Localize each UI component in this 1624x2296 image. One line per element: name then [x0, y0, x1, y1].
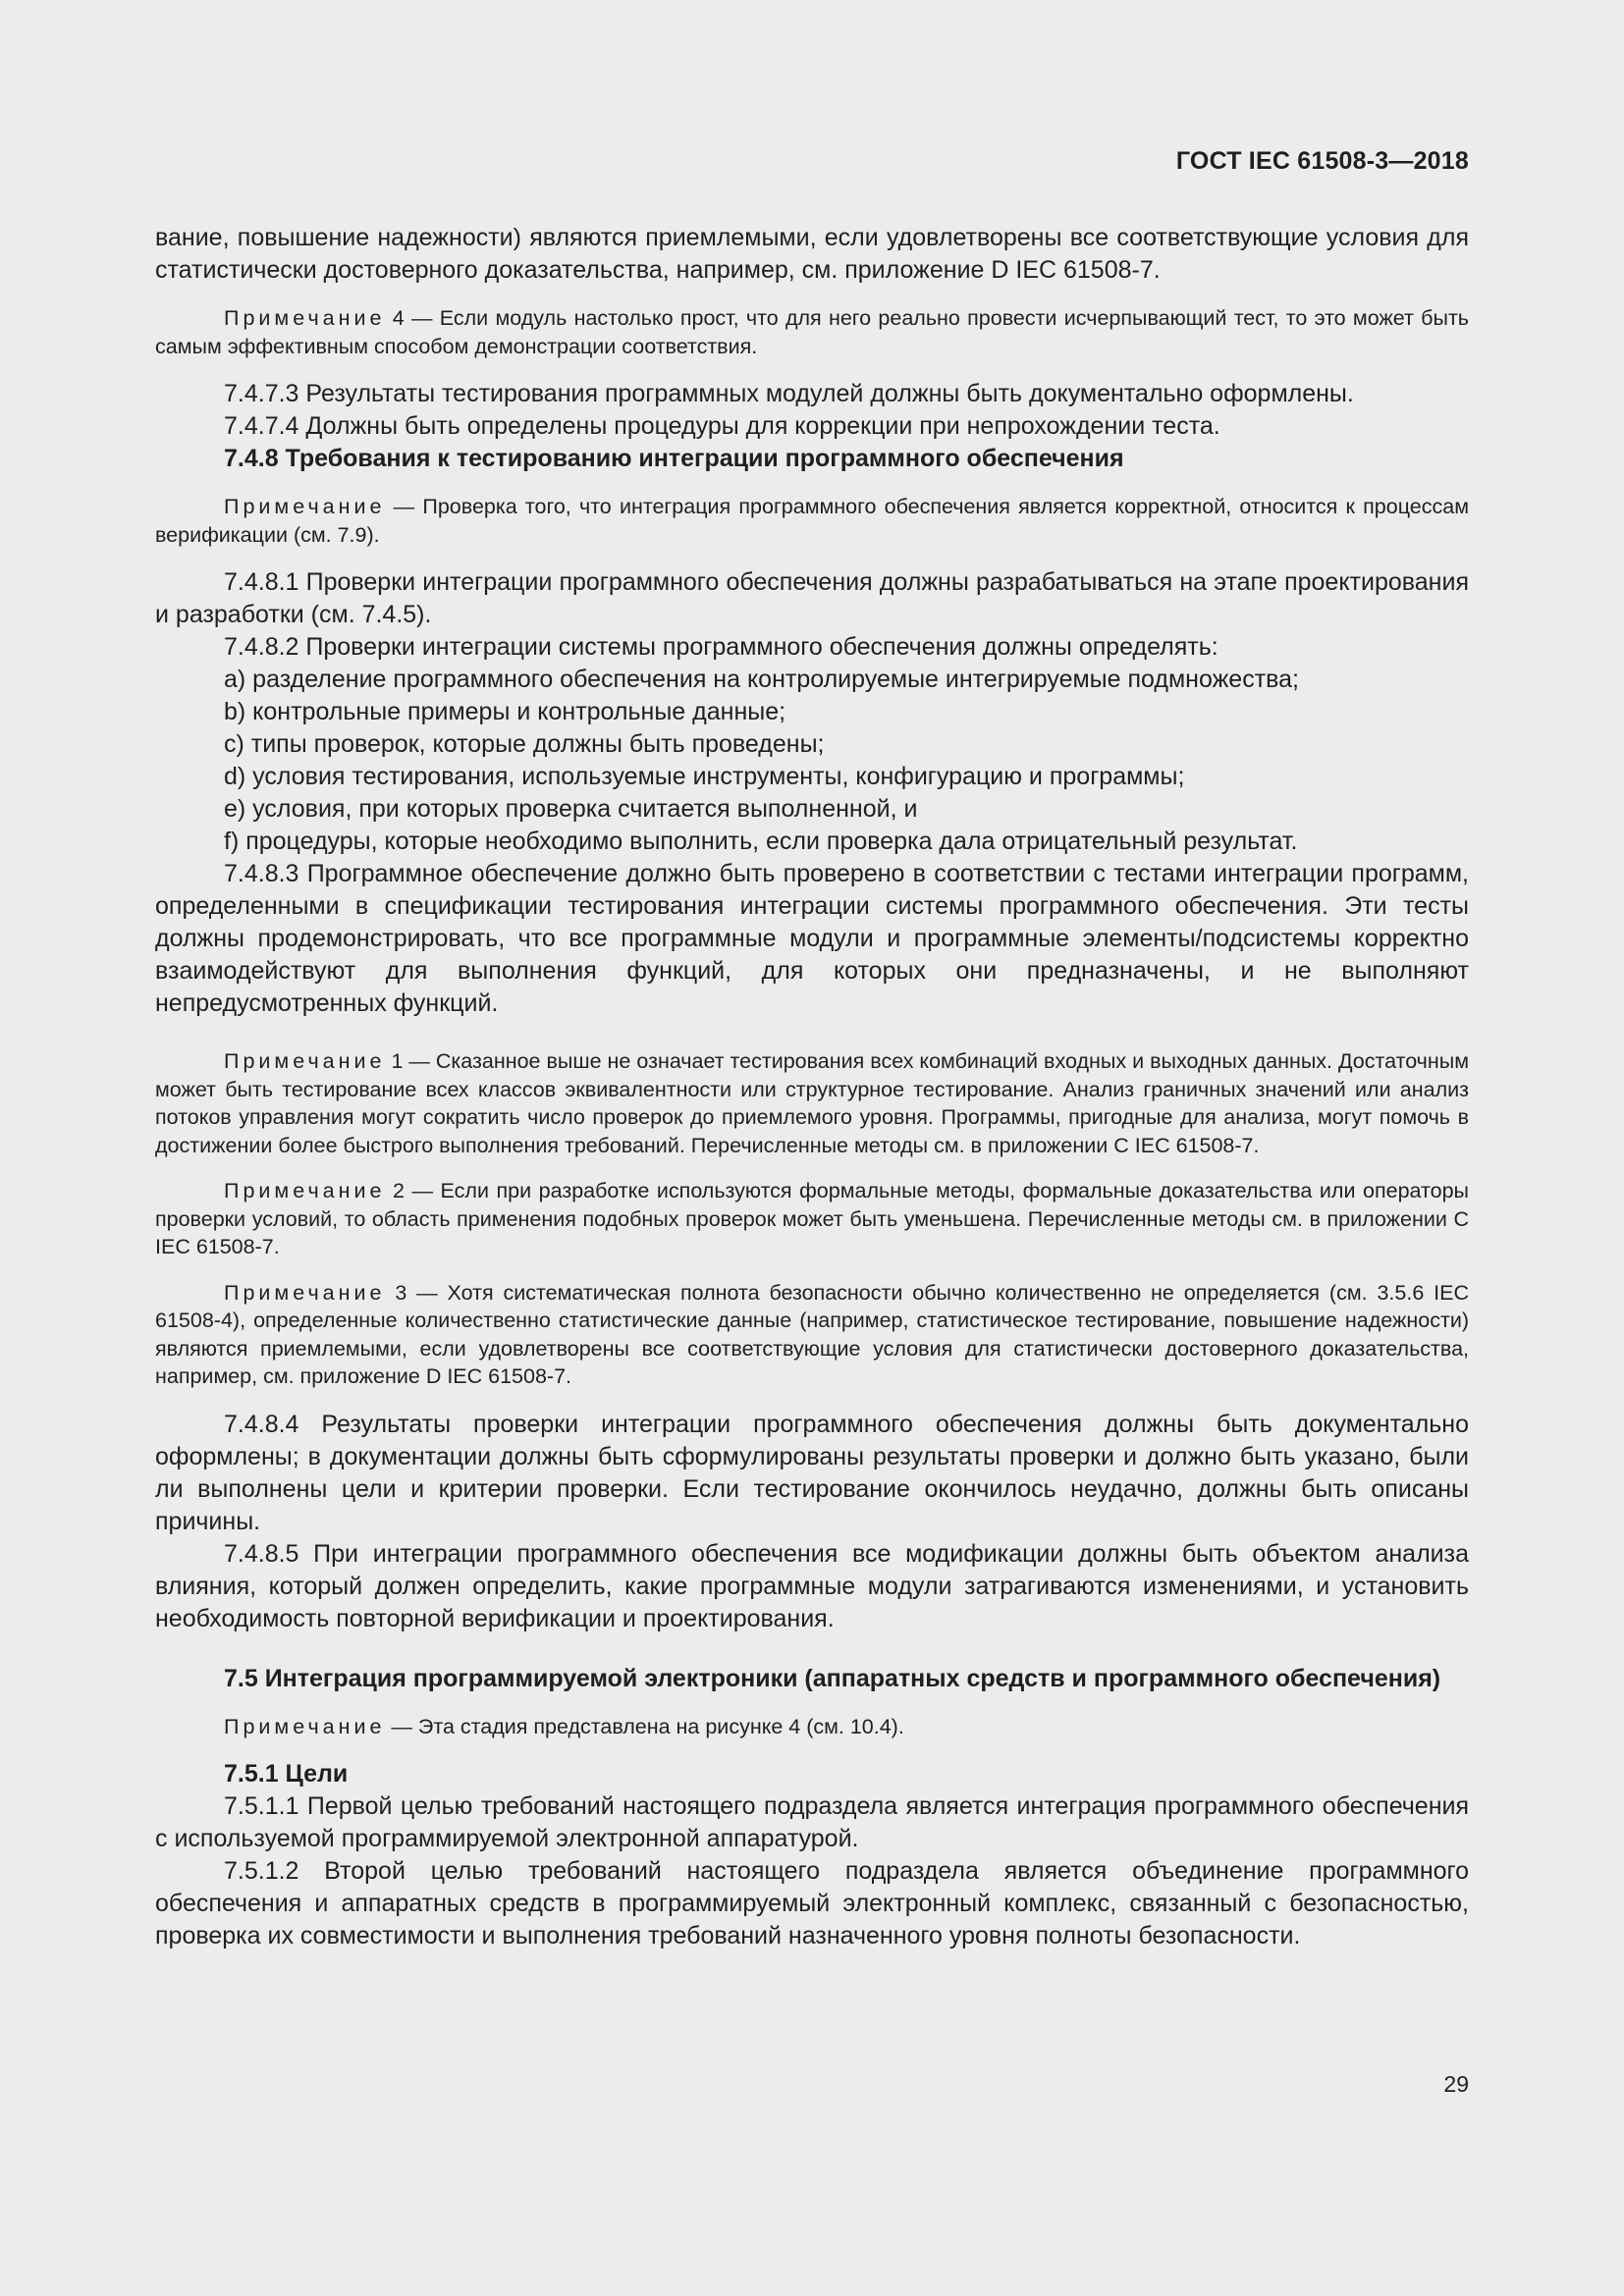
note-4 [155, 304, 1469, 360]
paragraph-7-5-1-2: 7.5.1.2 Второй целью требований настоящего подраздела является объединение программного обеспечения и аппаратных средств в программируемый электронный комплекс, связанный с безопасностью, проверка их совместимости и выполнения требований назначенного уровня полноты безопасности. [155, 1857, 1469, 1949]
note-text: 3 — Хотя систематическая полнота безопасности обычно количественно не определяется (см. 3.5.6 IEC 61508-4), определенные количественно статистические данные (например, статистическое тестирование, повышение надежности) являются приемлемыми, если удовлетворены все соответствующие условия для статистически достоверного доказательства, например, см. приложение D IEC 61508-7. [155, 1280, 1469, 1388]
note-3 [155, 1279, 1469, 1391]
list-item-d: d) условия тестирования, используемые инструменты, конфигурацию и программы; [224, 763, 1185, 790]
paragraph-7-4-7-3: 7.4.7.3 Результаты тестирования программных модулей должны быть документально оформлены. [224, 380, 1354, 407]
paragraph-7-4-8-5: 7.4.8.5 При интеграции программного обеспечения все модификации должны быть объектом анализа влияния, который должен определить, какие программные модули затрагиваются изменениями, и установить необходимость повторной верификации и проектирования. [155, 1539, 1469, 1632]
paragraph-7-4-8-3: 7.4.8.3 Программное обеспечение должно быть проверено в соответствии с тестами интеграции программ, определенными в спецификации тестирования интеграции системы программного обеспечения. Эти тесты должны продемонстрировать, что все программные модули и программные элементы/подсистемы корректно взаимодействуют для выполнения функций, для которых они предназначены, и не выполняют непредусмотренных функций. [155, 860, 1469, 1017]
note-label: Примечание [224, 1179, 386, 1202]
paragraph-7-4-8-1: 7.4.8.1 Проверки интеграции программного обеспечения должны разрабатываться на этапе проектирования и разработки (см. 7.4.5). [155, 568, 1469, 628]
list-item-c: c) типы проверок, которые должны быть проведены; [224, 730, 825, 758]
document-code: ГОСТ IEC 61508-3—2018 [1175, 147, 1469, 175]
heading-7-4-8: 7.4.8 Требования к тестированию интеграции программного обеспечения [224, 445, 1124, 472]
note-text: — Проверка того, что интеграция программного обеспечения является корректной, относится к процессам верификации (см. 7.9). [155, 495, 1469, 547]
page-number: 29 [1443, 2071, 1469, 2097]
note-label: Примечание [224, 1049, 386, 1073]
list-item-a: a) разделение программного обеспечения на контролируемые интегрируемые подмножества; [224, 666, 1300, 693]
note-text: 1 — Сказанное выше не означает тестирования всех комбинаций входных и выходных данных. Достаточным может быть тестирование всех классов эквивалентности или структурное тестирование. Анализ граничных значений или анализ потоков управления могут сократить число проверок до приемлемого уровня. Программы, пригодные для анализа, могут помочь в достижении более быстрого выполнения требований. Перечисленные методы см. в приложении С IEC 61508-7. [155, 1049, 1469, 1157]
list-item-e: e) условия, при которых проверка считается выполненной, и [224, 795, 918, 823]
note-label: Примечание [224, 306, 386, 330]
note-7-5 [155, 1713, 1469, 1741]
paragraph-7-4-8-4: 7.4.8.4 Результаты проверки интеграции программного обеспечения должны быть документально оформлены; в документации должны быть сформулированы результаты проверки и должно быть указано, были ли выполнены цели и критерии проверки. Если тестирование окончилось неудачно, должны быть описаны причины. [155, 1410, 1469, 1535]
paragraph-7-4-7-4: 7.4.7.4 Должны быть определены процедуры для коррекции при непрохождении теста. [224, 412, 1220, 440]
note-label: Примечание [224, 495, 386, 518]
note-label: Примечание [224, 1714, 386, 1738]
note-7-4-8 [155, 493, 1469, 549]
heading-7-5-1: 7.5.1 Цели [224, 1760, 349, 1788]
paragraph-continuation: вание, повышение надежности) являются приемлемыми, если удовлетворены все соответствующие условия для статистически достоверного доказательства, например, см. приложение D IEC 61508-7. [155, 224, 1469, 284]
note-1 [155, 1047, 1469, 1159]
note-2 [155, 1177, 1469, 1261]
paragraph-7-4-8-2: 7.4.8.2 Проверки интеграции системы программного обеспечения должны определять: [224, 633, 1218, 661]
list-item-b: b) контрольные примеры и контрольные данные; [224, 698, 786, 725]
heading-7-5: 7.5 Интеграция программируемой электроники (аппаратных средств и программного обеспечения) [224, 1664, 1441, 1692]
page-content [155, 222, 1469, 1952]
paragraph-7-5-1-1: 7.5.1.1 Первой целью требований настоящего подраздела является интеграция программного обеспечения с используемой программируемой электронной аппаратурой. [155, 1792, 1469, 1852]
list-item-f: f) процедуры, которые необходимо выполнить, если проверка дала отрицательный результат. [224, 828, 1298, 855]
note-text: — Эта стадия представлена на рисунке 4 (см. 10.4). [385, 1714, 904, 1738]
note-label: Примечание [224, 1280, 386, 1305]
note-text: 4 — Если модуль настолько прост, что для него реально провести исчерпывающий тест, то это может быть самым эффективным способом демонстрации соответствия. [155, 306, 1469, 358]
note-text: 2 — Если при разработке используются формальные методы, формальные доказательства или операторы проверки условий, то область применения подобных проверок может быть уменьшена. Перечисленные методы см. в приложении С IEC 61508-7. [155, 1179, 1469, 1258]
